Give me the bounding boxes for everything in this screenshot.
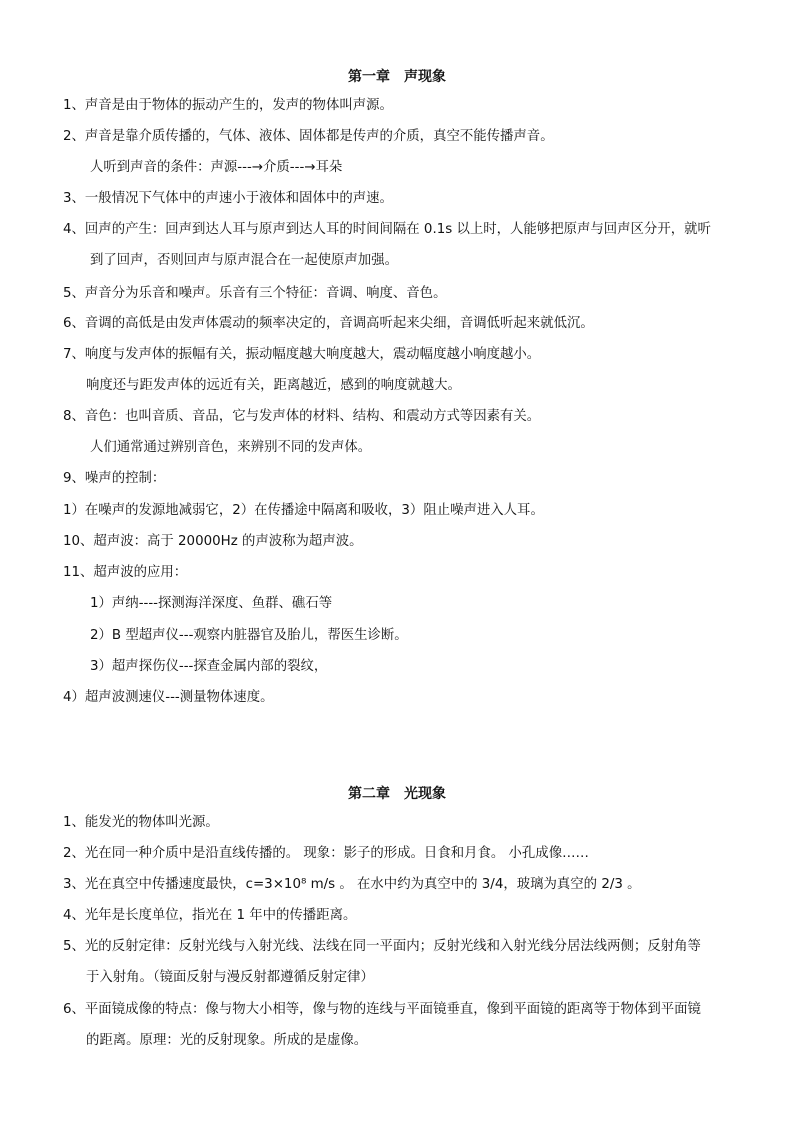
ch2-line-1: 1、能发光的物体叫光源。 <box>63 815 219 830</box>
ch2-line-7: 6、平面镜成像的特点：像与物大小相等，像与物的连线与平面镜垂直，像到平面镜的距离等于物体到平面镜 <box>63 1002 701 1017</box>
ch1-line-17: 1）声纳----探测海洋深度、鱼群、礁石等 <box>90 596 333 611</box>
ch2-line-5: 5、光的反射定律：反射光线与入射光线、法线在同一平面内；反射光线和入射光线分居法线两侧；反射角等 <box>63 939 701 954</box>
chapter-2-title: 第二章 光现象 <box>348 786 446 802</box>
ch1-line-8: 6、音调的高低是由发声体震动的频率决定的，音调高听起来尖细，音调低听起来就低沉。 <box>63 316 594 331</box>
ch1-line-2: 2、声音是靠介质传播的，气体、液体、固体都是传声的介质，真空不能传播声音。 <box>63 129 554 144</box>
ch2-line-4: 4、光年是长度单位，指光在 1 年中的传播距离。 <box>63 908 357 923</box>
ch2-line-8: 的距离。原理：光的反射现象。所成的是虚像。 <box>86 1033 368 1048</box>
ch1-line-12: 人们通常通过辨别音色，来辨别不同的发声体。 <box>90 440 372 455</box>
ch2-line-2: 2、光在同一种介质中是沿直线传播的。 现象：影子的形成。日食和月食。 小孔成像…… <box>63 846 589 861</box>
ch1-line-20: 4）超声波测速仪---测量物体速度。 <box>63 690 274 705</box>
ch1-line-19: 3）超声探伤仪---探查金属内部的裂纹， <box>90 659 328 674</box>
ch1-line-11: 8、音色：也叫音质、音品，它与发声体的材料、结构、和震动方式等因素有关。 <box>63 409 541 424</box>
ch1-line-7: 5、声音分为乐音和噪声。乐音有三个特征：音调、响度、音色。 <box>63 286 447 301</box>
ch1-line-9: 7、响度与发声体的振幅有关，振动幅度越大响度越大，震动幅度越小响度越小。 <box>63 347 541 362</box>
ch1-line-18: 2）B 型超声仪---观察内脏器官及胎儿，帮医生诊断。 <box>90 628 408 643</box>
ch1-line-3: 人听到声音的条件：声源---→介质---→耳朵 <box>90 160 343 175</box>
ch1-line-1: 1、声音是由于物体的振动产生的，发声的物体叫声源。 <box>63 98 393 113</box>
ch1-line-10: 响度还与距发声体的远近有关，距离越近，感到的响度就越大。 <box>86 378 461 393</box>
ch2-line-3: 3、光在真空中传播速度最快，c=3×10⁸ m/s 。 在水中约为真空中的 3/4，玻璃为真空的 2/3 。 <box>63 877 641 892</box>
ch1-line-13: 9、噪声的控制： <box>63 471 166 486</box>
ch1-line-14: 1）在噪声的发源地减弱它，2）在传播途中隔离和吸收，3）阻止噪声进入人耳。 <box>63 503 544 518</box>
ch1-line-5: 4、回声的产生：回声到达人耳与原声到达人耳的时间间隔在 0.1s 以上时，人能够把原声与回声区分开，就听 <box>63 222 711 237</box>
ch1-line-6: 到了回声，否则回声与原声混合在一起使原声加强。 <box>90 253 398 268</box>
ch1-line-15: 10、超声波：高于 20000Hz 的声波称为超声波。 <box>63 534 363 549</box>
ch1-line-16: 11、超声波的应用： <box>63 565 188 580</box>
chapter-1-title: 第一章 声现象 <box>348 69 446 85</box>
ch2-line-6: 于入射角。（镜面反射与漫反射都遵循反射定律） <box>86 970 374 985</box>
ch1-line-4: 3、一般情况下气体中的声速小于液体和固体中的声速。 <box>63 191 393 206</box>
